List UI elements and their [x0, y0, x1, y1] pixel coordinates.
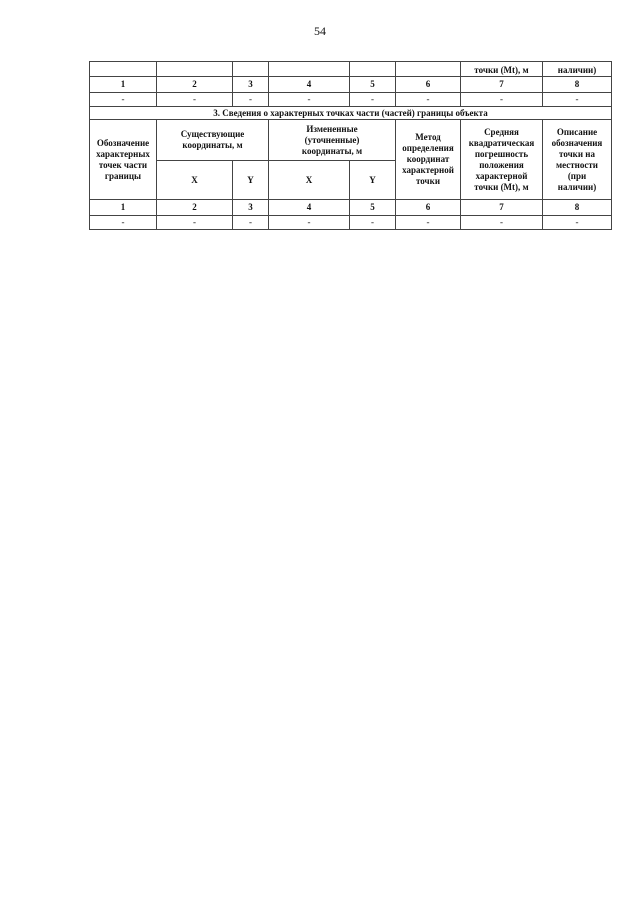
- header-row: [90, 120, 612, 161]
- column-number: 1: [90, 200, 157, 216]
- header-point-designation: Обозначение характерных точек части границы: [90, 120, 157, 200]
- section-title: 3. Сведения о характерных точках части (частей) границы объекта: [90, 107, 612, 120]
- header-x-changed: X: [269, 161, 350, 200]
- table-cell: [157, 62, 233, 77]
- table-cell: -: [543, 216, 612, 230]
- column-number: 3: [233, 200, 269, 216]
- header-description: Описание обозначения точки на местности (при наличии): [543, 120, 612, 200]
- header-method: Метод определения координат характерной точки: [396, 120, 461, 200]
- column-number: 7: [461, 200, 543, 216]
- table-cell: -: [543, 93, 612, 107]
- table-cell: -: [396, 216, 461, 230]
- table-cell: -: [157, 216, 233, 230]
- table-cell: точки (Mt), м: [461, 62, 543, 77]
- column-number: 4: [269, 77, 350, 93]
- table-cell: -: [233, 93, 269, 107]
- column-number: 4: [269, 200, 350, 216]
- table-cell: [90, 62, 157, 77]
- column-number: 8: [543, 200, 612, 216]
- column-numbers-row: [90, 200, 612, 216]
- table-cell: -: [233, 216, 269, 230]
- table-cell: -: [396, 93, 461, 107]
- table-cell: -: [269, 93, 350, 107]
- table-cell: наличии): [543, 62, 612, 77]
- column-number: 6: [396, 77, 461, 93]
- header-changed-coordinates: Измененные (уточненные) координаты, м: [269, 120, 396, 161]
- table-cell: -: [90, 216, 157, 230]
- header-y-changed: Y: [350, 161, 396, 200]
- coordinates-table: [89, 61, 612, 230]
- table-cell: -: [269, 216, 350, 230]
- table-row: [90, 93, 612, 107]
- table-cell: -: [350, 93, 396, 107]
- continuation-header-row: [90, 62, 612, 77]
- table-cell: [396, 62, 461, 77]
- column-number: 7: [461, 77, 543, 93]
- table-cell: [233, 62, 269, 77]
- section-title-row: [90, 107, 612, 120]
- header-x-existing: X: [157, 161, 233, 200]
- column-number: 3: [233, 77, 269, 93]
- table-cell: [350, 62, 396, 77]
- table-cell: -: [90, 93, 157, 107]
- table-cell: -: [157, 93, 233, 107]
- column-number: 8: [543, 77, 612, 93]
- column-number: 5: [350, 200, 396, 216]
- column-number: 2: [157, 77, 233, 93]
- column-numbers-row: [90, 77, 612, 93]
- table-cell: [269, 62, 350, 77]
- table-cell: -: [461, 216, 543, 230]
- page-number: 54: [314, 24, 326, 38]
- header-y-existing: Y: [233, 161, 269, 200]
- column-number: 5: [350, 77, 396, 93]
- header-mean-error: Средняя квадратическая погрешность положения характерной точки (Mt), м: [461, 120, 543, 200]
- table-row: [90, 216, 612, 230]
- header-existing-coordinates: Существующие координаты, м: [157, 120, 269, 161]
- column-number: 1: [90, 77, 157, 93]
- column-number: 6: [396, 200, 461, 216]
- table-cell: -: [461, 93, 543, 107]
- table-cell: -: [350, 216, 396, 230]
- column-number: 2: [157, 200, 233, 216]
